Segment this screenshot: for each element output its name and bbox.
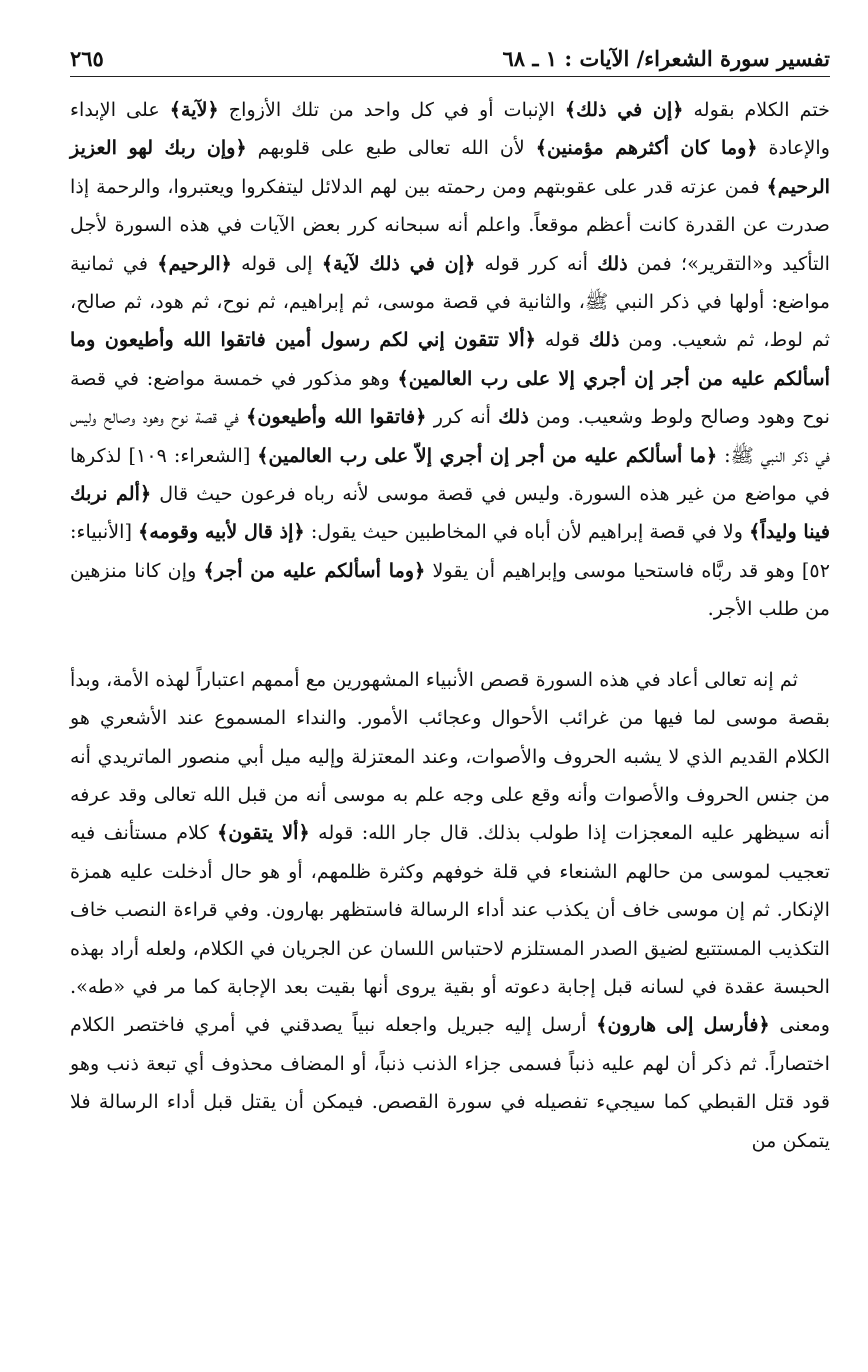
quran-quote: ﴿وإن ربك لهو العزيز الرحيم﴾ [70, 136, 830, 198]
text-run: فمن عزته قدر على عقوبتهم ومن رحمته بين لهم الدلائل ليتفكروا ويعتبروا، والرحمة إذا صدرت عن القدرة كانت أعظم موقعاً. واعلم أنه سبحانه كرر بعض الآيات في هذه السورة لأجل التأكيد و«التقرير»؛ فمن [70, 174, 831, 275]
header-title: تفسير سورة الشعراء/ الآيات : ١ ـ ٦٨ [502, 46, 830, 71]
page-number: ٢٦٥ [70, 46, 104, 71]
quran-quote: ذلك [498, 405, 529, 429]
quran-quote: ﴿ما أسألكم عليه من أجر إن أجري إلاّ على رب العالمين﴾ [257, 443, 718, 467]
text-run: الإنبات أو في كل واحد من تلك الأزواج [218, 98, 565, 121]
quran-quote: ذلك [588, 328, 620, 352]
paragraph [70, 91, 830, 629]
body-text [70, 91, 830, 1160]
text-run: وهو مذكور في خمسة مواضع: في قصة نوح وهود وصالح ولوط وشعيب. ومن [70, 366, 830, 429]
text-run: إلى قوله [231, 251, 322, 275]
text-run: لأن الله تعالى طبع على قلوبهم [246, 136, 536, 160]
text-run: [الشعراء: ١٠٩] لذكرها في مواضع من غير هذه السورة. وليس في قصة موسى لأنه رباه فرعون حيث قال [70, 443, 830, 506]
quran-quote: ﴿فاتقوا الله وأطيعون﴾ [246, 405, 427, 429]
quran-quote: ﴿وما أسألكم عليه من أجر﴾ [203, 558, 426, 582]
text-run: كلام مستأنف فيه تعجيب لموسى من حالهم الشنعاء في قلة خوفهم وكثرة ظلمهم، أو هو حال أدخلت عليه همزة الإنكار. ثم إن موسى خاف أن يكذب عند أداء الرسالة فاستظهر بهارون. وفي قراءة النصب خاف التكذيب المستتبع لضيق الصدر المستلزم لاحتباس اللسان عن الجريان في الكلام، ولعله أراد بهذه الحبسة عقدة في لسانه قبل إجابة دعوته أو بقية يروى أنها بقيت بعد الإجابة كما مر في «طه». ومعنى [70, 821, 831, 1037]
running-header [70, 36, 830, 77]
quran-quote: ﴿وما كان أكثرهم مؤمنين﴾ [535, 136, 758, 160]
quran-quote: ﴿إذ قال لأبيه وقومه﴾ [138, 520, 305, 544]
quran-quote: ﴿ألم نربك فينا وليداً﴾ [70, 482, 830, 544]
quran-quote: ﴿إن في ذلك﴾ [564, 98, 684, 121]
text-run: وإن كانا منزهين من طلب الأجر. [70, 558, 830, 621]
text-run: [الأنبياء: ٥٢] وهو قد ربَّاه فاستحيا موسى وإبراهيم أن يقولا [69, 520, 831, 582]
text-run: في قصة نوح وهود وصالح وليس في ذكر النبي ﷺ: [70, 405, 830, 467]
text-run: ولا في قصة إبراهيم لأن أباه في المخاطبين حيث يقول: [304, 520, 750, 544]
paragraph [70, 661, 830, 1160]
text-run: أنه كرر [426, 405, 499, 429]
quran-quote: ﴿ألا يتقون﴾ [217, 821, 310, 845]
text-run: أرسل إليه جبريل واجعله نبياً يصدقني في أمري فاختصر الكلام اختصاراً. ثم ذكر أن لهم عليه ذنباً فسمى جزاء الذنب ذنباً، أو المضاف محذوف أي تبعة ذنب وهو قود قتل القبطي كما سيجيء تفصيله في سورة القصص. فيمكن أن يقتل قبل أداء الرسالة فلا يتمكن من [70, 1013, 830, 1152]
quran-quote: ﴿إن في ذلك لآية﴾ [321, 251, 476, 275]
book-page [70, 36, 830, 1336]
quran-quote: ﴿ألا تتقون إني لكم رسول أمين فاتقوا الله وأطيعون وما أسألكم عليه من أجر إن أجري إلا على رب العالمين﴾ [70, 328, 830, 390]
quran-quote: ﴿لآية﴾ [169, 98, 219, 121]
quran-quote: ذلك [597, 251, 628, 275]
text-run: في ثمانية مواضع: أولها في ذكر النبي ﷺ، والثانية في قصة موسى، ثم إبراهيم، ثم نوح، ثم هود، ثم صالح، ثم لوط، ثم شعيب. ومن [70, 251, 830, 352]
quran-quote: ﴿الرحيم﴾ [157, 251, 232, 275]
text-run: على الإبداء والإعادة [70, 98, 830, 160]
text-run: قوله [535, 328, 589, 352]
quran-quote: ﴿فأرسل إلى هارون﴾ [596, 1013, 770, 1037]
text-run: أنه كرر قوله [475, 251, 598, 275]
text-run: ختم الكلام بقوله [683, 98, 830, 121]
text-run: ثم إنه تعالى أعاد في هذه السورة قصص الأنبياء المشهورين مع أممهم اعتباراً لهذه الأمة، وبدأ بقصة موسى لما فيها من غرائب الأحوال وعجائب الأمور. والنداء المسموع عند الأشعري هو الكلام القديم الذي لا يشبه الحروف والأصوات، وعند المعتزلة وإليه ميل أبي منصور الماتريدي أنه من جنس الحروف والأصوات وأنه وقع على وجه علم به موسى أنه من قبل الله تعالى وقد عرفه أنه سيظهر عليه المعجزات إذا طولب بذلك. قال جار الله: قوله [70, 667, 830, 845]
